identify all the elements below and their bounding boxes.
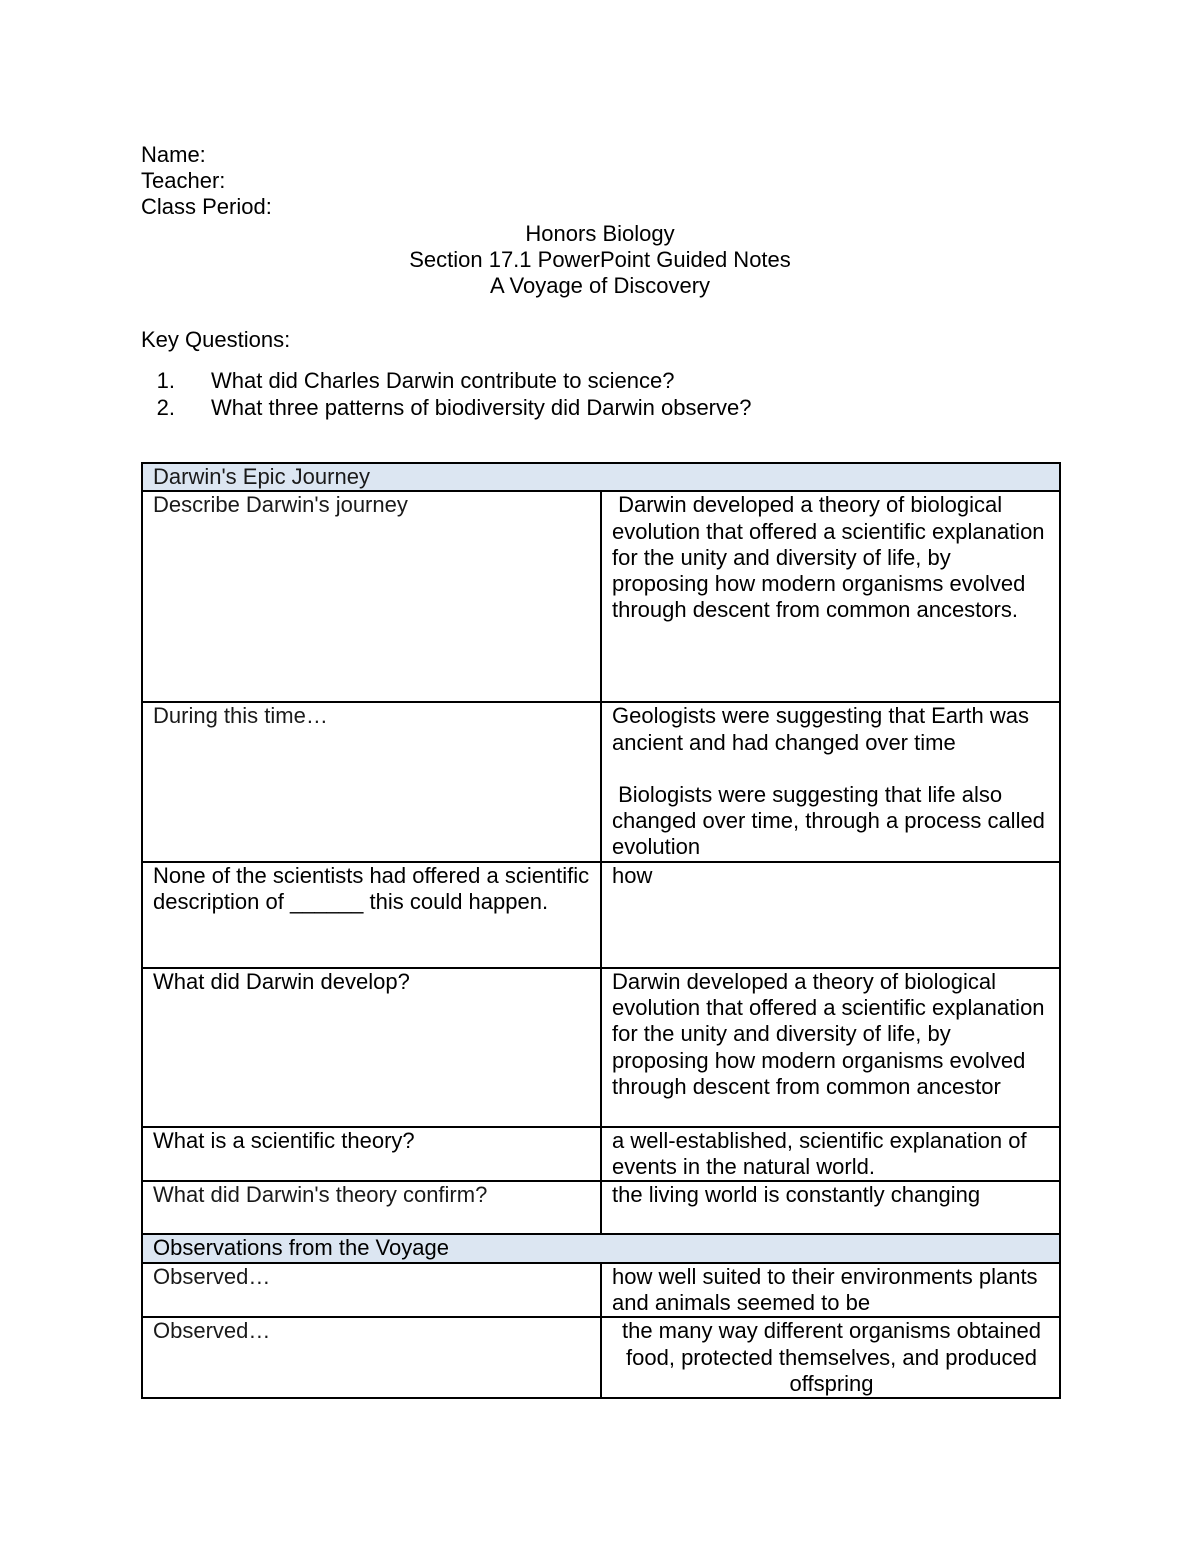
question-cell: What did Darwin's theory confirm? — [142, 1181, 601, 1234]
key-questions-list — [141, 367, 751, 421]
key-question-text: What did Charles Darwin contribute to science? — [211, 368, 675, 393]
topic-title: A Voyage of Discovery — [489, 273, 711, 298]
question-cell: Observed… — [142, 1263, 601, 1318]
question-cell: What is a scientific theory? — [142, 1127, 601, 1182]
class-period-label: Class Period: — [141, 194, 272, 219]
table-row — [142, 491, 1060, 702]
key-question-number: 1. — [156, 368, 175, 393]
answer-cell: the living world is constantly changing — [601, 1181, 1060, 1234]
answer-cell — [601, 702, 1060, 861]
key-question-item — [141, 394, 751, 421]
question-cell: None of the scientists had offered a scientific description of ______ this could happen. — [142, 862, 601, 968]
answer-cell: Darwin developed a theory of biological evolution that offered a scientific explanation for the unity and diversity of life, by proposing how modern organisms evolved through descent from common ancestor — [601, 968, 1060, 1127]
answer-cell: a well-established, scientific explanation of events in the natural world. — [601, 1127, 1060, 1182]
teacher-label: Teacher: — [141, 168, 226, 193]
table-row — [142, 1263, 1060, 1318]
key-question-item — [141, 367, 751, 394]
student-info — [141, 142, 272, 220]
section-header-row — [142, 463, 1060, 491]
table-row — [142, 968, 1060, 1127]
table-row — [142, 862, 1060, 968]
answer-cell: how — [601, 862, 1060, 968]
answer-paragraph-biologists: Biologists were suggesting that life also changed over time, through a process called evolution — [612, 781, 1052, 860]
question-cell: Describe Darwin's journey — [142, 491, 601, 702]
guided-notes-table — [141, 462, 1061, 1399]
answer-cell: Darwin developed a theory of biological evolution that offered a scientific explanation for the unity and diversity of life, by proposing how modern organisms evolved through descent from common ancestors. — [601, 491, 1060, 702]
name-label: Name: — [141, 142, 206, 167]
answer-paragraph-geologists: Geologists were suggesting that Earth was ancient and had changed over time — [612, 703, 1030, 755]
question-cell: Observed… — [142, 1317, 601, 1398]
section-heading-epic-journey: Darwin's Epic Journey — [142, 463, 1060, 491]
key-questions-label: Key Questions: — [141, 327, 291, 352]
answer-cell: how well suited to their environments plants and animals seemed to be — [601, 1263, 1060, 1318]
section-header-row — [142, 1234, 1060, 1262]
key-question-text: What three patterns of biodiversity did Darwin observe? — [211, 395, 752, 420]
answer-cell: the many way different organisms obtained food, protected themselves, and produced offspring — [601, 1317, 1060, 1398]
table-row — [142, 1181, 1060, 1234]
question-cell: During this time… — [142, 702, 601, 861]
course-title: Honors Biology — [525, 221, 675, 246]
section-title: Section 17.1 PowerPoint Guided Notes — [409, 247, 791, 272]
table-row — [142, 1317, 1060, 1398]
key-question-number: 2. — [156, 395, 175, 420]
question-cell: What did Darwin develop? — [142, 968, 601, 1127]
title-block — [0, 221, 1200, 299]
table-row — [142, 702, 1060, 861]
table-row — [142, 1127, 1060, 1182]
section-heading-observations: Observations from the Voyage — [142, 1234, 1060, 1262]
